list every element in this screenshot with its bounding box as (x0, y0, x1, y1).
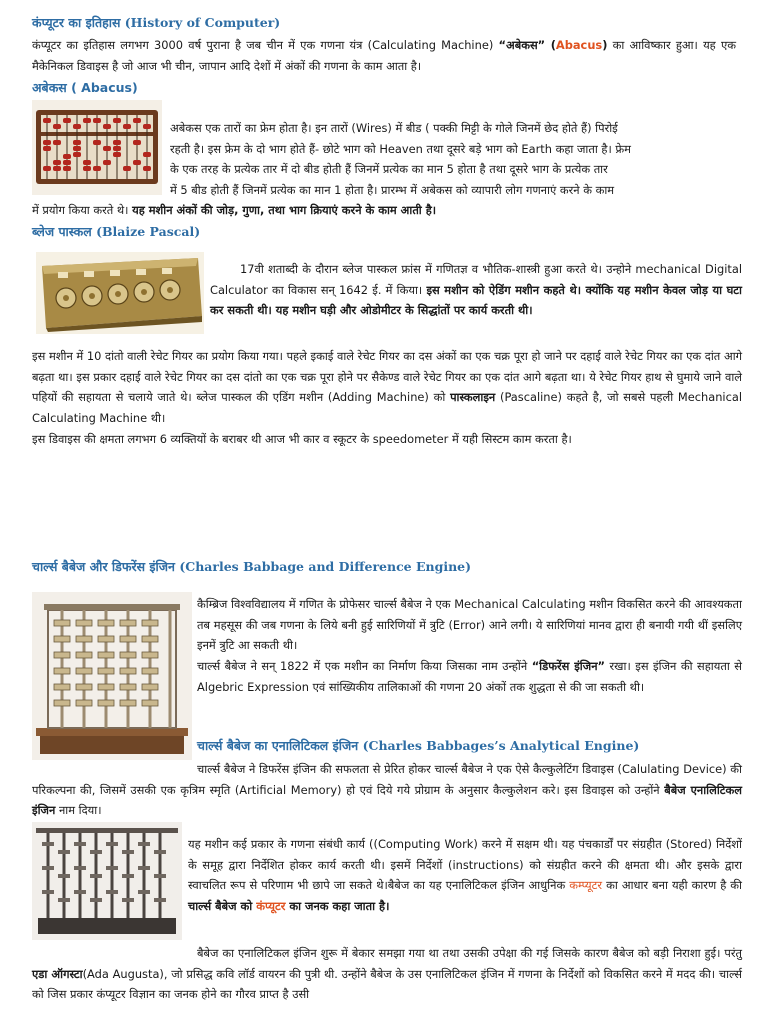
history-text-rest: का आविष्कार हुआ। यह एक मैकेनिकल डिवाइस है जो आज भी चीन, जापान आदि देशों में अंकों की गणना के काम आता है। (32, 38, 736, 73)
analytical-heading (197, 737, 639, 755)
analytical-text-mid: का आधार बना यही कारण है की (602, 878, 742, 892)
analytical-heading-hi: चार्ल्स बैबेज का एनालिटिकल इंजिन (197, 738, 359, 753)
abacus-line-5: में प्रयोग किया करते थे। (32, 203, 133, 217)
abacus-text-full (32, 200, 740, 221)
father-phrase-start: चार्ल्स बैबेज को (188, 898, 257, 913)
pascaline-photo (36, 252, 204, 334)
babbage-heading (32, 558, 471, 576)
pascal-text: 17वी शताब्दी के दौरान ब्लेज पास्कल फ्रांस में गणितज्ञ व भौतिक-शास्त्री हुआ करते थे। उन्होने mechanical Digital Calculator का विकास सन् 1642 ई. में किया। (210, 262, 742, 297)
pascal-heading-en: (Blaize Pascal) (96, 224, 201, 239)
computer-term-1: कम्प्यूटर (569, 878, 603, 892)
analytical-engine-term: बैबेज एनालिटिकल इंजिन (32, 782, 742, 817)
pascal-text-end: (Pascaline) कहते है, जो सबसे पहली Mechanical Calculating Machine थी। (32, 390, 742, 425)
ada-text-rest: (Ada Augusta), जो प्रसिद्ध कवि लॉर्ड वायरन की पुत्री थी. उन्होंने बैबेज के उस एनालिटिकल इंजिन में गणना के निर्देशों को विकसित करने में मदद की। चार्ल्स को जिस प्रकार कंप्यूटर विज्ञान का जनक होने का गौरव प्राप्त है उसी (32, 966, 743, 1001)
difference-engine-photo (32, 592, 192, 760)
abacus-term-open: “अबेकस” ( (498, 38, 556, 52)
abacus-term-close: ) (602, 38, 608, 52)
babbage-paragraph-2 (197, 656, 742, 697)
abacus-term: Abacus (555, 38, 603, 52)
history-heading (32, 14, 280, 32)
analytical-paragraph-1 (32, 759, 742, 821)
pascal-text-rest: इस मशीन में 10 दांतो वाली रेचेट गियर का प्रयोग किया गया। पहले इकाई वाले रेचेट गियर का दस अंकों का एक चक्र पूरा हो जाने पर दहाई वाले रेचेट गियर का एक दांत आगे बढ़ता था। इस प्रकार दहाई वाले रेचेट गियर का दस दांतो का एक चक्र पूरा होने पर सैकेण्ड वाले रेचेट गियर का एक दांत आगे बढ़ता था। ये रेचेट गियर हाथ से घुमाये जाने वाले पहियों की सहायता से चलाये जाते थे। ब्लेज पास्कल की एडिंग मशीन (Adding Machine) को (32, 349, 742, 404)
father-phrase-end: का जनक कहा जाता है। (285, 898, 390, 913)
pascal-heading-hi: ब्लेज पास्कल (32, 224, 92, 239)
abacus-line-2: रहती है। इस फ्रेम के दो भाग होते हैं- छोटे भाग को Heaven तथा दूसरे बड़े भाग को Earth कहा जाता है। फ्रेम (170, 141, 631, 156)
abacus-heading: अबेकस ( Abacus) (32, 80, 138, 95)
abacus-line-1: अबेकस एक तारों का फ्रेम होता है। इन तारों (Wires) में बीड ( पक्की मिट्टी के गोले जिनमें छेद होते हैं) पिरोई (170, 121, 618, 135)
pascal-heading (32, 223, 200, 241)
babbage-paragraph-1: कैम्ब्रिज विश्वविद्यालय में गणित के प्रोफेसर चार्ल्स बैबेज ने एक Mechanical Calculating मशीन विकसित करने की आवश्यकता तब महसूस की जब गणना के लिये बनी हुई सारिणियों में त्रुटि (Error) आने लगी। ये सारिणियां मानव द्वारा ही बनायी गयी थीं इसलिए इनमें त्रुटि आ सकती थी। (197, 597, 742, 652)
babbage-text: चार्ल्स बैबेज ने सन् 1822 में एक मशीन का निर्माण किया जिसका नाम उन्होंने (197, 659, 532, 673)
analytical-text-end: नाम दिया। (55, 803, 102, 817)
history-heading-hi: कंप्यूटर का इतिहास (32, 15, 121, 30)
abacus-line-4: में 5 बीड होती हैं जिनमें प्रत्येक का मान 1 होता है। प्रारम्भ में अबेकस को व्यापारी लोग गणनाएं करने के काम (170, 182, 615, 197)
pascaline-term: पास्कलाइन (450, 390, 496, 404)
ada-text: बैबेज का एनालिटिकल इंजिन शुरू में बेकार समझा गया था तथा उसकी उपेक्षा की गई जिसके कारण बैबेज को बड़ी निराशा हुई। परंतु (197, 946, 742, 960)
ada-augusta-term: एडा ऑगस्टा (32, 966, 83, 981)
abacus-bold-sentence: यह मशीन अंकों की जोड़, गुणा, तथा भाग क्रियाएं करने के काम आती है। (132, 203, 437, 217)
analytical-heading-en: (Charles Babbages’s Analytical Engine) (362, 738, 640, 753)
computer-term-2: कंप्यूटर (256, 898, 286, 913)
analytical-text-2: यह मशीन कई प्रकार के गणना संबंधी कार्य ((Computing Work) करने में सक्षम थी। यह पंचकार्डों पर संग्रहीत (Stored) निर्देशों के समूह द्वारा निर्देशित होकर कार्य करती थी। इसमें निर्देशों (instructions) को संग्रहीत करने की क्षमता थी। और इसके द्वारा स्वाचलित रूप से परिणाम भी छापे जा सकते थे।बैबेज का यह एनालिटिकल इंजिन आधुनिक (188, 837, 742, 892)
abacus-photo (32, 100, 162, 195)
history-paragraph (32, 35, 736, 76)
babbage-heading-en: (Charles Babbage and Difference Engine) (179, 559, 472, 574)
abacus-text-wrapped (170, 118, 740, 200)
difference-engine-term: “डिफरेंस इंजिन” (531, 659, 606, 673)
analytical-paragraph-2 (188, 834, 742, 916)
abacus-line-3: के एक तरह के प्रत्येक तार में दो बीड होती हैं जिनमें प्रत्येक का मान 5 होता है तथा दूसरे भाग के प्रत्येक तार (170, 162, 608, 176)
analytical-paragraph-3 (32, 943, 742, 1005)
pascal-text-full (32, 346, 742, 428)
analytical-engine-photo (32, 822, 182, 940)
babbage-heading-hi: चार्ल्स बैबेज और डिफरेंस इंजिन (32, 559, 175, 574)
pascal-paragraph-2: इस डिवाइस की क्षमता लगभग 6 व्यक्तियों के बराबर थी आज भी कार व स्कूटर के speedometer में यही सिस्टम काम करता है। (32, 432, 572, 446)
history-heading-en: (History of Computer) (124, 15, 281, 30)
pascal-bold-text: इस मशीन को ऐडिंग मशीन कहते थे। क्योंकि यह मशीन केवल जोड़ या घटा कर सकती थी। यह मशीन घड़ी और ओडोमीटर के सिद्धांतों पर कार्य करती थी। (210, 282, 742, 317)
history-text: कंप्यूटर का इतिहास लगभग 3000 वर्ष पुराना है जब चीन में एक गणना यंत्र (Calculating Machine) (32, 38, 499, 52)
analytical-text: चार्ल्स बैबेज ने डिफरेंस इंजिन की सफलता से प्रेरित होकर चार्ल्स बैबेज ने एक ऐसे कैल्कुलेटिंग डिवाइस (Calulating Device) की परिकल्पना की, जिसमें उसकी एक कृत्रिम स्मृति (Artificial Memory) हो एवं दिये गये प्रोग्राम के अनुसार कैल्कुलेशन करे। इस डिवाइस को उन्होंने (32, 762, 742, 797)
pascal-text-wrapped (210, 259, 742, 321)
babbage-text-rest: रखा। इस इंजिन की सहायता से Algebric Expression एवं सांख्यिकीय तालिकाओं की गणना 20 अंकों तक शुद्धता से की जा सकती थी। (197, 659, 742, 694)
